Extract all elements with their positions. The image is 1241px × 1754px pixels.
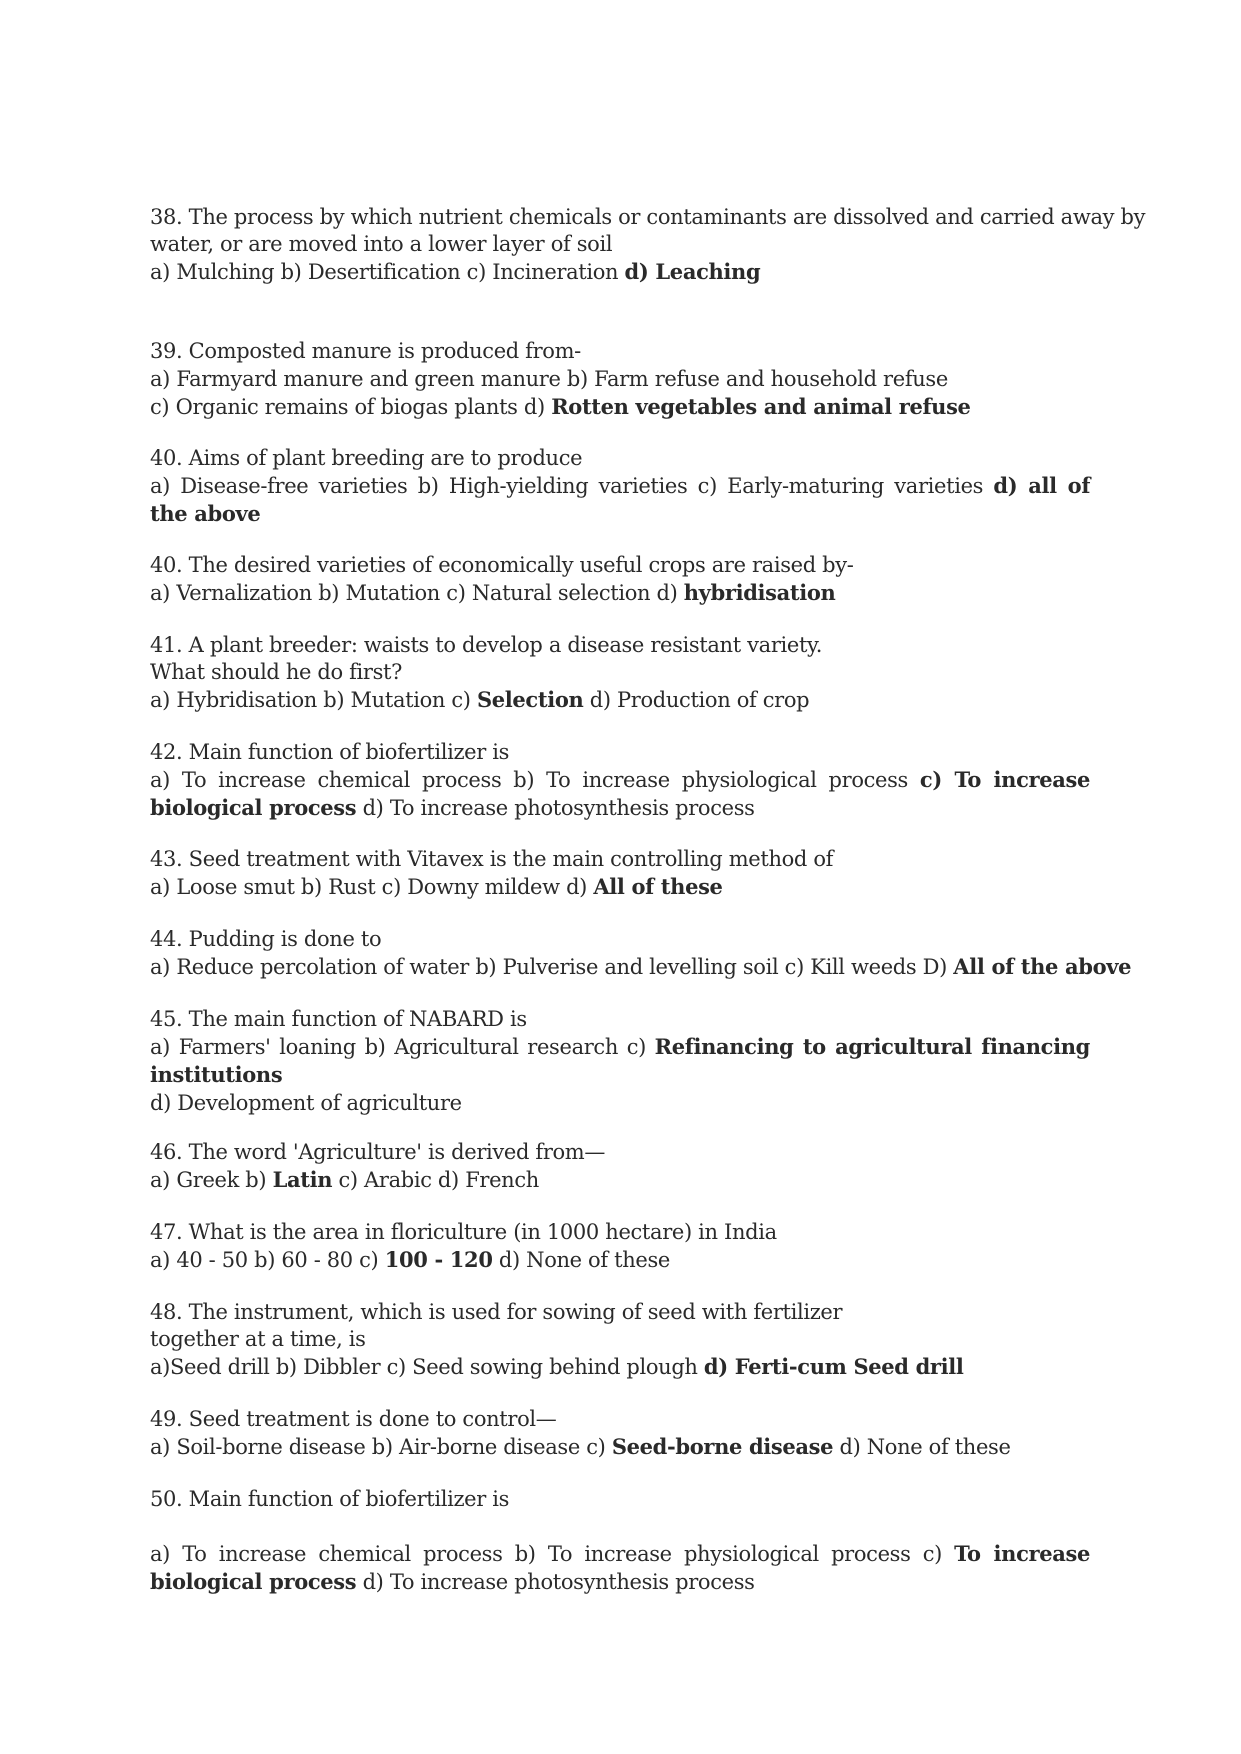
- question-39: [150, 338, 1090, 421]
- question-38: [150, 204, 1146, 286]
- answer-options: a) Vernalization b) Mutation c) Natural selection d) hybridisation: [150, 580, 836, 605]
- answer-options: a) 40 - 50 b) 60 - 80 c) 100 - 120 d) None of these: [150, 1247, 670, 1272]
- question-stem-line: 40. The desired varieties of economically useful crops are raised by-: [150, 553, 854, 577]
- question-stem-line: 43. Seed treatment with Vitavex is the main controlling method of: [150, 847, 834, 871]
- answer-options: a) Soil-borne disease b) Air-borne disease c) Seed-borne disease d) None of these: [150, 1434, 1011, 1459]
- question-stem-line: 50. Main function of biofertilizer is: [150, 1487, 510, 1511]
- question-stem-line: 38. The process by which nutrient chemicals or contaminants are dissolved and carried away by: [150, 205, 1146, 229]
- question-stem-line: 49. Seed treatment is done to control—: [150, 1407, 557, 1431]
- correct-answer: Refinancing to agricultural financing institutions: [150, 1034, 1090, 1087]
- correct-answer: Rotten vegetables and animal refuse: [551, 394, 971, 419]
- correct-answer: All of the above: [953, 954, 1132, 979]
- correct-answer: To increase biological process: [150, 1541, 1090, 1594]
- question-47: [150, 1219, 1090, 1274]
- question-42: [150, 739, 1090, 822]
- question-stem-line: 44. Pudding is done to: [150, 927, 382, 951]
- correct-answer: Latin: [272, 1167, 333, 1192]
- answer-options: c) Organic remains of biogas plants d) Rotten vegetables and animal refuse: [150, 394, 971, 419]
- correct-answer: hybridisation: [683, 580, 836, 605]
- answer-options: d) Development of agriculture: [150, 1091, 462, 1115]
- question-48: [150, 1299, 1090, 1381]
- answer-options: a) Reduce percolation of water b) Pulverise and levelling soil c) Kill weeds D) All of the above: [150, 954, 1132, 979]
- question-stem-line: water, or are moved into a lower layer of soil: [150, 232, 613, 256]
- question-stem-line: 48. The instrument, which is used for sowing of seed with fertilizer: [150, 1300, 843, 1324]
- correct-answer: d) all of the above: [150, 473, 1090, 526]
- question-40-aims: [150, 445, 1090, 528]
- question-46: [150, 1139, 1090, 1194]
- answer-options: a) Greek b) Latin c) Arabic d) French: [150, 1167, 539, 1192]
- answer-options: a) Hybridisation b) Mutation c) Selection d) Production of crop: [150, 687, 810, 712]
- question-50: [150, 1486, 1090, 1513]
- question-41: [150, 632, 1090, 714]
- correct-answer: d) Ferti-cum Seed drill: [703, 1354, 964, 1379]
- question-50-options: [150, 1540, 1090, 1596]
- question-stem-line: 40. Aims of plant breeding are to produce: [150, 446, 583, 470]
- question-stem-line: 47. What is the area in floriculture (in 1000 hectare) in India: [150, 1220, 777, 1244]
- answer-options: a) Mulching b) Desertification c) Incineration d) Leaching: [150, 259, 761, 284]
- answer-options: a) Farmyard manure and green manure b) Farm refuse and household refuse: [150, 367, 948, 391]
- question-stem-line: 41. A plant breeder: waists to develop a disease resistant variety.: [150, 633, 823, 657]
- question-49: [150, 1406, 1090, 1461]
- question-stem-line: 39. Composted manure is produced from-: [150, 339, 581, 363]
- answer-options: a) Loose smut b) Rust c) Downy mildew d) All of these: [150, 874, 723, 899]
- question-44: [150, 926, 1132, 981]
- answer-options: a) Farmers' loaning b) Agricultural research c) Refinancing to agricultural financing institutions: [150, 1034, 1090, 1087]
- question-40-varieties: [150, 552, 1090, 607]
- question-stem-line: What should he do first?: [150, 660, 403, 684]
- answer-options: a) Disease-free varieties b) High-yielding varieties c) Early-maturing varieties d) all of the above: [150, 473, 1090, 526]
- question-stem-line: 42. Main function of biofertilizer is: [150, 740, 510, 764]
- correct-answer: Seed-borne disease: [611, 1434, 834, 1459]
- correct-answer: 100 - 120: [384, 1247, 493, 1272]
- correct-answer: All of these: [593, 874, 723, 899]
- question-45: [150, 1006, 1090, 1117]
- answer-options: a)Seed drill b) Dibbler c) Seed sowing behind plough d) Ferti-cum Seed drill: [150, 1354, 964, 1379]
- correct-answer: c) To increase biological process: [150, 767, 1090, 820]
- question-stem-line: 45. The main function of NABARD is: [150, 1007, 527, 1031]
- question-stem-line: together at a time, is: [150, 1327, 366, 1351]
- answer-options: a) To increase chemical process b) To increase physiological process c) To increase biological process d) To increase photosynthesis process: [150, 1541, 1090, 1594]
- question-43: [150, 846, 1090, 901]
- answer-options: a) To increase chemical process b) To increase physiological process c) To increase biological process d) To increase photosynthesis process: [150, 767, 1090, 820]
- question-stem-line: 46. The word 'Agriculture' is derived from—: [150, 1140, 606, 1164]
- correct-answer: d) Leaching: [624, 259, 761, 284]
- correct-answer: Selection: [476, 687, 584, 712]
